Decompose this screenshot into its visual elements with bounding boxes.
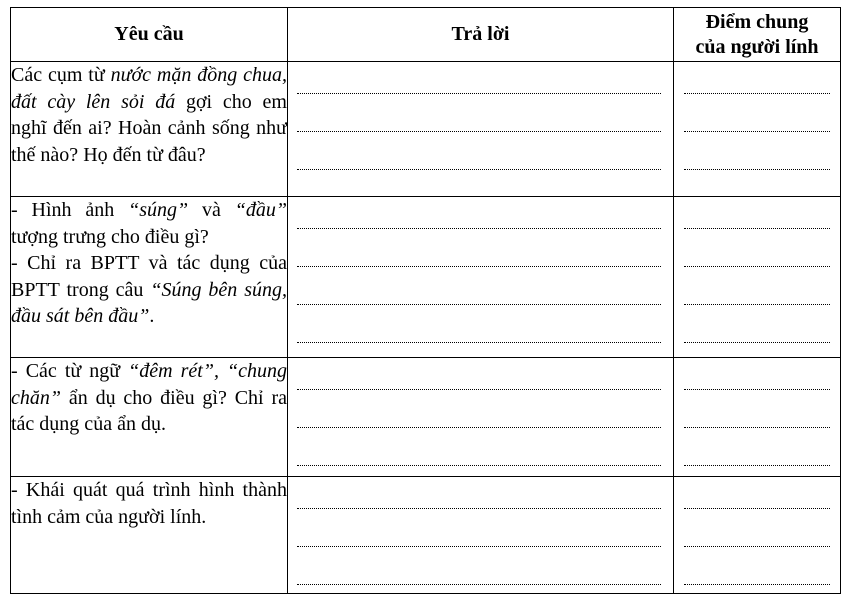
dotted-answer-line[interactable] bbox=[684, 509, 830, 547]
common-point-cell[interactable] bbox=[674, 62, 841, 197]
italic-phrase: “Súng bên súng, đầu sát bên đầu” bbox=[11, 278, 287, 327]
dotted-answer-line[interactable] bbox=[297, 547, 661, 585]
text-run: tượng trưng cho điều gì? bbox=[11, 225, 209, 248]
answer-cell[interactable] bbox=[288, 477, 674, 594]
text-run: - Các từ ngữ bbox=[11, 360, 129, 382]
header-yeu-cau: Yêu cầu bbox=[11, 8, 288, 62]
dotted-answer-line[interactable] bbox=[297, 509, 661, 547]
dotted-answer-line[interactable] bbox=[684, 390, 830, 428]
header-diem-chung bbox=[674, 8, 841, 62]
dotted-answer-line[interactable] bbox=[684, 428, 830, 466]
dotted-answer-line[interactable] bbox=[684, 94, 830, 132]
italic-phrase: “đầu” bbox=[234, 199, 287, 221]
header-diem-chung-line2: của người lính bbox=[695, 35, 819, 58]
dotted-answer-line[interactable] bbox=[297, 428, 661, 466]
dotted-answer-line[interactable] bbox=[684, 197, 830, 229]
header-diem-chung-line1: Điểm chung bbox=[705, 10, 809, 33]
dotted-answer-line[interactable] bbox=[684, 132, 830, 170]
dotted-answer-line[interactable] bbox=[297, 94, 661, 132]
header-row bbox=[11, 8, 841, 62]
header-tra-loi: Trả lời bbox=[288, 8, 674, 62]
italic-phrase: “đêm rét”, “chung chăn” bbox=[11, 360, 287, 409]
text-run: - Khái quát quá trình hình thành tình cảm của người lính. bbox=[11, 479, 287, 528]
dotted-answer-line[interactable] bbox=[297, 477, 661, 509]
requirement-text bbox=[11, 477, 287, 530]
text-run: gợi cho em nghĩ đến ai? Hoàn cảnh sống như thế nào? Họ đến từ đâu? bbox=[11, 90, 287, 166]
requirement-cell bbox=[11, 62, 288, 197]
text-run: - Hình ảnh bbox=[11, 199, 129, 221]
dotted-answer-line[interactable] bbox=[297, 267, 661, 305]
answer-cell[interactable] bbox=[288, 358, 674, 477]
dotted-answer-line[interactable] bbox=[684, 267, 830, 305]
answer-cell[interactable] bbox=[288, 197, 674, 358]
text-run: Các cụm từ bbox=[11, 64, 111, 86]
dotted-answer-line[interactable] bbox=[297, 197, 661, 229]
dotted-answer-line[interactable] bbox=[684, 477, 830, 509]
worksheet-table bbox=[10, 7, 841, 594]
dotted-answer-line[interactable] bbox=[684, 358, 830, 390]
requirement-text bbox=[11, 250, 287, 330]
dotted-answer-line[interactable] bbox=[297, 62, 661, 94]
requirement-text bbox=[11, 358, 287, 438]
answer-cell[interactable] bbox=[288, 62, 674, 197]
table-row bbox=[11, 197, 841, 358]
dotted-answer-line[interactable] bbox=[684, 62, 830, 94]
common-point-cell[interactable] bbox=[674, 197, 841, 358]
requirement-cell bbox=[11, 358, 288, 477]
dotted-answer-line[interactable] bbox=[297, 390, 661, 428]
dotted-answer-line[interactable] bbox=[684, 229, 830, 267]
text-run: . bbox=[149, 305, 155, 327]
italic-phrase: nước mặn đồng chua, đất cày lên sỏi đá bbox=[11, 64, 287, 113]
requirement-cell bbox=[11, 477, 288, 594]
common-point-cell[interactable] bbox=[674, 358, 841, 477]
dotted-answer-line[interactable] bbox=[297, 358, 661, 390]
common-point-cell[interactable] bbox=[674, 477, 841, 594]
table-row bbox=[11, 62, 841, 197]
requirement-text bbox=[11, 197, 287, 250]
requirement-text bbox=[11, 62, 287, 168]
dotted-answer-line[interactable] bbox=[297, 229, 661, 267]
italic-phrase: “súng” bbox=[128, 199, 189, 221]
requirement-cell bbox=[11, 197, 288, 358]
dotted-answer-line[interactable] bbox=[684, 305, 830, 343]
text-run: - Chỉ ra BPTT và tác dụng của BPTT trong câu bbox=[11, 252, 287, 301]
table-row bbox=[11, 477, 841, 594]
text-run: ẩn dụ cho điều gì? Chỉ ra tác dụng của ẩn dụ. bbox=[11, 386, 287, 435]
dotted-answer-line[interactable] bbox=[684, 547, 830, 585]
text-run: và bbox=[188, 199, 235, 221]
dotted-answer-line[interactable] bbox=[297, 132, 661, 170]
table-row bbox=[11, 358, 841, 477]
dotted-answer-line[interactable] bbox=[297, 305, 661, 343]
